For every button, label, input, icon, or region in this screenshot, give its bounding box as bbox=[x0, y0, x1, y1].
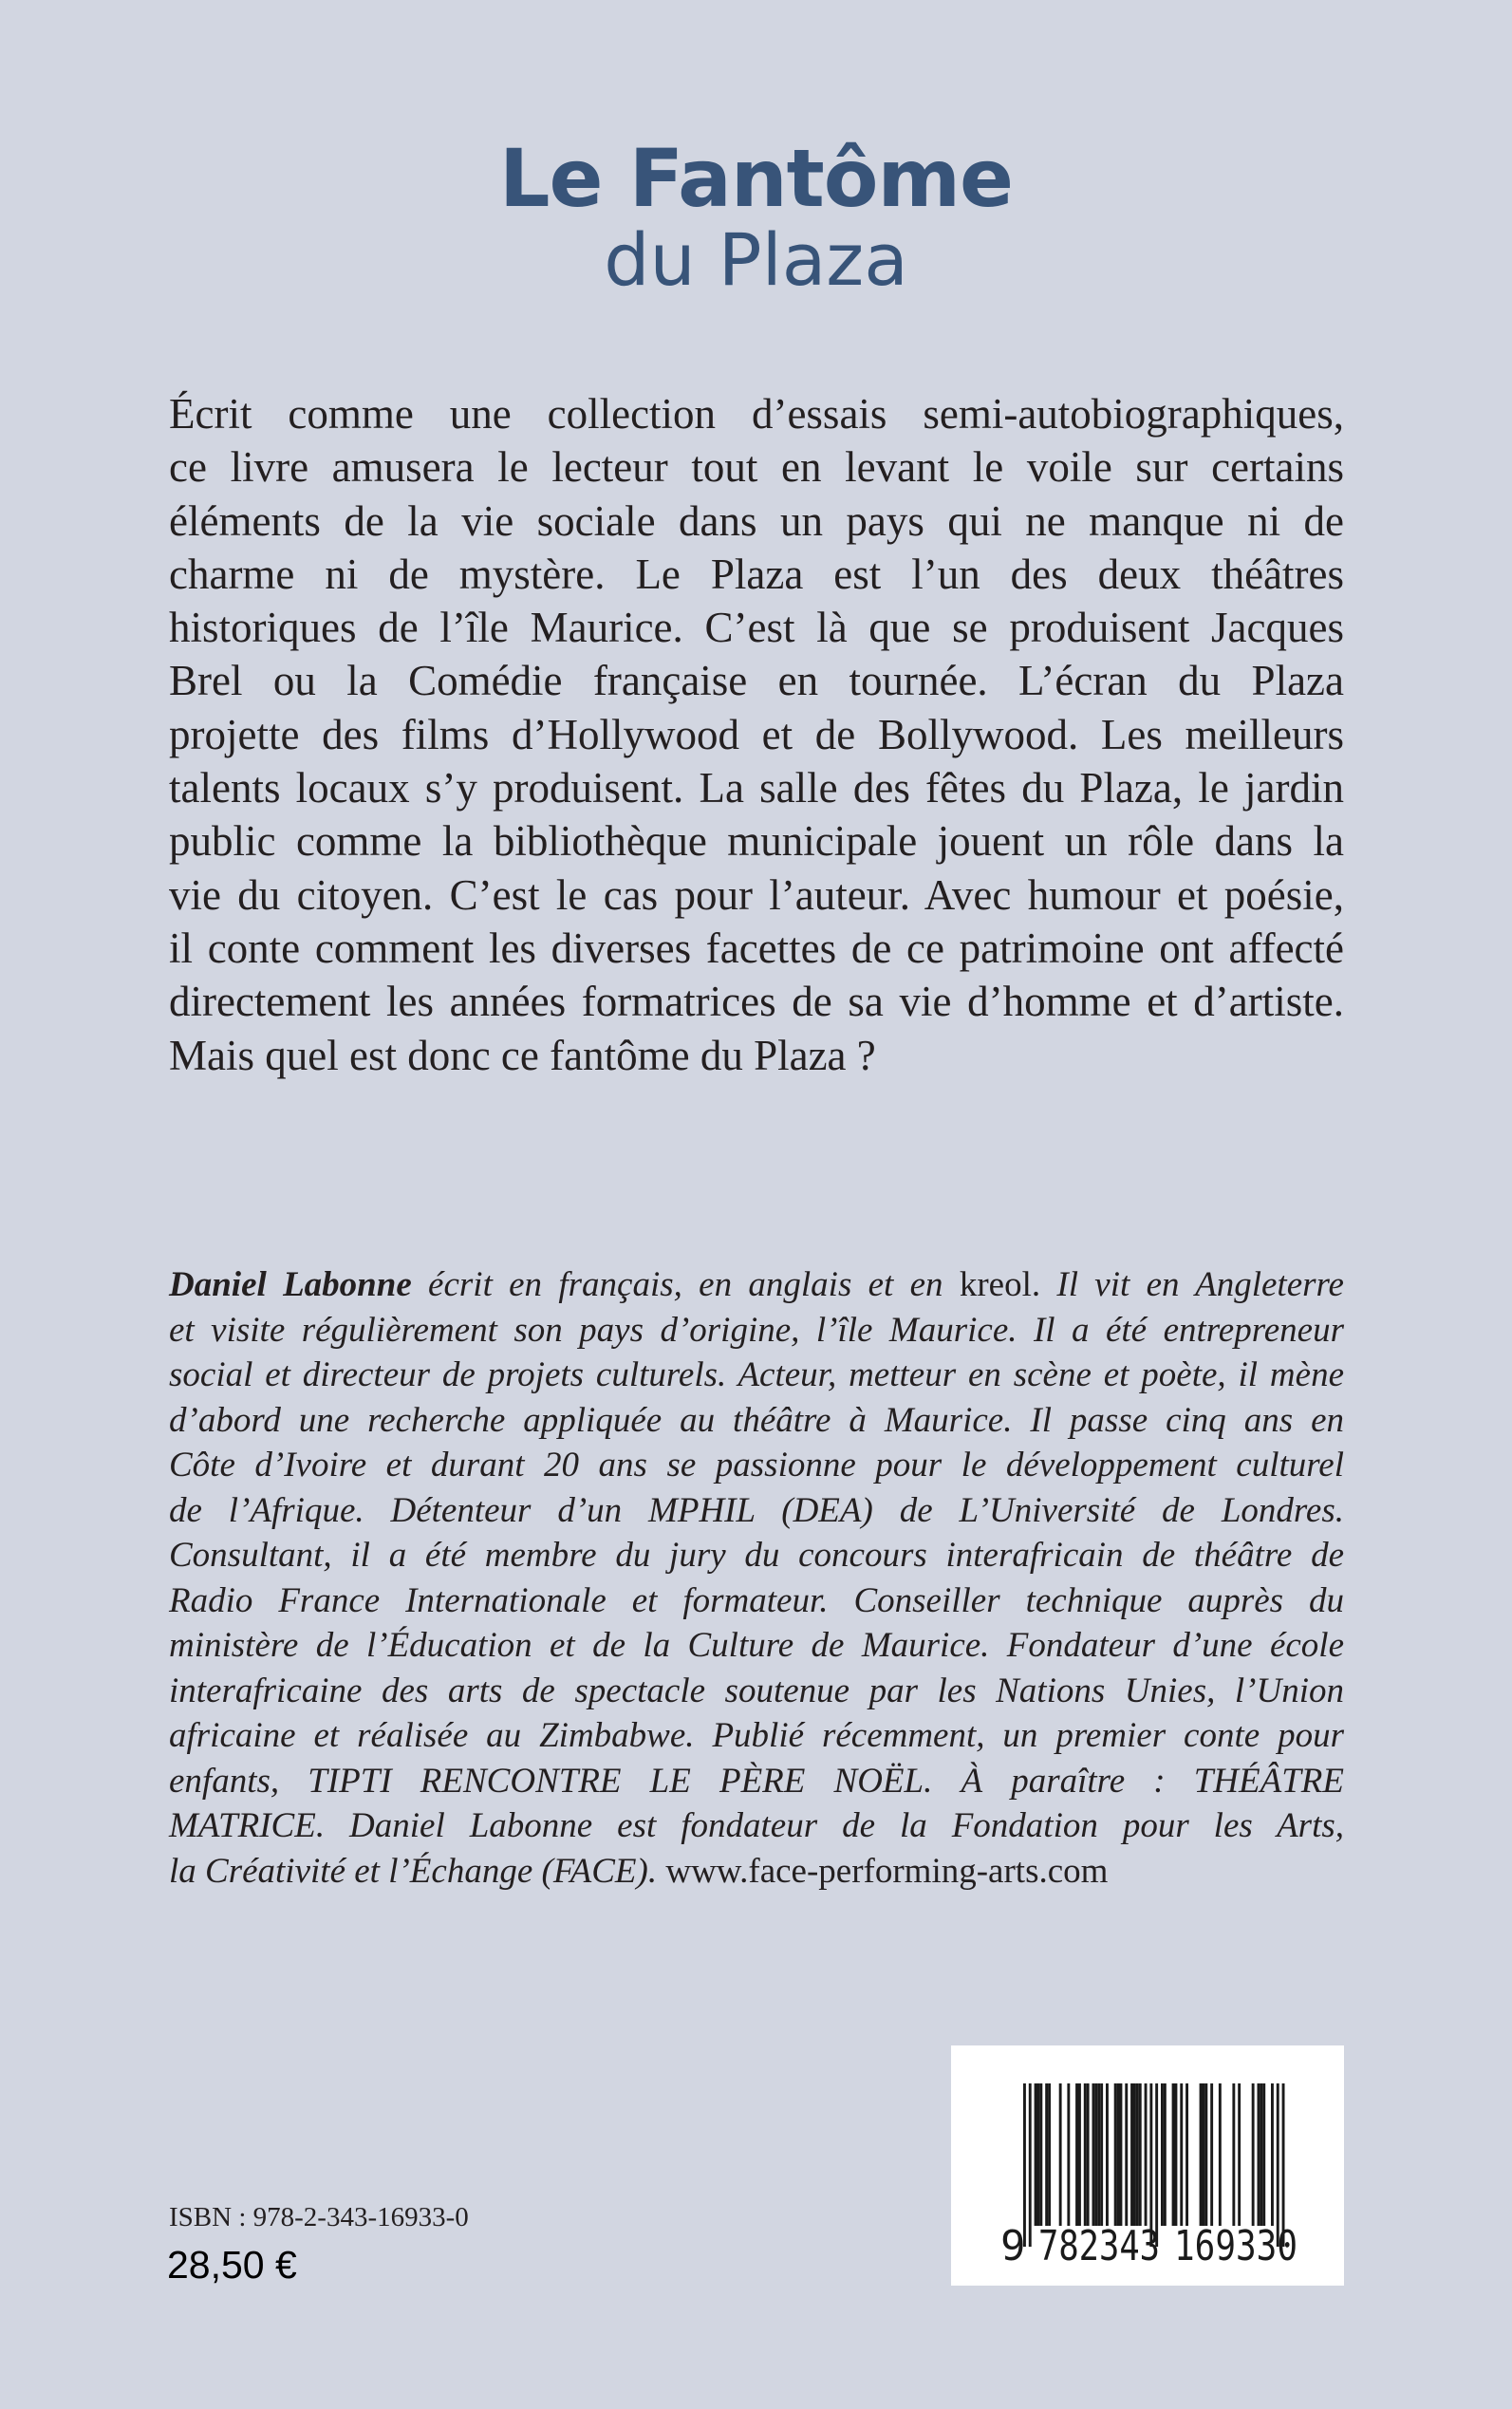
bio-text: la Créativité et l’Échange (FACE). bbox=[169, 1851, 666, 1891]
bio-line: Radio France Internationale et formateur. Conseiller technique auprès du bbox=[169, 1580, 1344, 1620]
blurb-line: projette des films d’Hollywood et de Bollywood. Les meilleurs bbox=[169, 710, 1344, 758]
barcode bbox=[951, 2045, 1344, 2286]
book-title bbox=[0, 131, 1512, 300]
author-name: Daniel Labonne bbox=[169, 1265, 412, 1304]
svg-text:169330: 169330 bbox=[1174, 2222, 1297, 2270]
bio-line: de l’Afrique. Détenteur d’un MPHIL (DEA) de L’Université de Londres. bbox=[169, 1490, 1344, 1530]
bio-line: Consultant, il a été membre du jury du concours interafricain de théâtre de bbox=[169, 1536, 1344, 1575]
bio-text-roman: kreol. bbox=[959, 1265, 1041, 1304]
price: 28,50 € bbox=[167, 2243, 297, 2287]
bio-line: interafricaine des arts de spectacle soutenue par les Nations Unies, l’Union bbox=[169, 1671, 1344, 1710]
blurb-line: vie du citoyen. C’est le cas pour l’auteur. Avec humour et poésie, bbox=[169, 870, 1344, 919]
title-main: Le Fantôme bbox=[498, 132, 1014, 225]
blurb-line: directement les années formatrices de sa vie d’homme et d’artiste. bbox=[169, 978, 1344, 1026]
blurb-line: historiques de l’île Maurice. C’est là que se produisent Jacques bbox=[169, 604, 1344, 652]
bio-line: ministère de l’Éducation et de la Culture de Maurice. Fondateur d’une école bbox=[169, 1626, 1344, 1665]
book-blurb bbox=[169, 387, 1344, 1082]
blurb-line: Écrit comme une collection d’essais semi-autobiographiques, bbox=[169, 390, 1344, 438]
blurb-line: Brel ou la Comédie française en tournée. L’écran du Plaza bbox=[169, 657, 1344, 705]
svg-text:9: 9 bbox=[1000, 2222, 1026, 2270]
author-bio bbox=[169, 1262, 1344, 1894]
bio-line: et visite régulièrement son pays d’origine, l’île Maurice. Il a été entrepreneur bbox=[169, 1310, 1344, 1350]
blurb-line: public comme la bibliothèque municipale jouent un rôle dans la bbox=[169, 817, 1344, 866]
bio-line: africaine et réalisée au Zimbabwe. Publié récemment, un premier conte pour bbox=[169, 1716, 1344, 1755]
bio-line: d’abord une recherche appliquée au théâtre à Maurice. Il passe cinq ans en bbox=[169, 1400, 1344, 1440]
bio-line bbox=[169, 1262, 1344, 1308]
website-link[interactable]: www.face-performing-arts.com bbox=[665, 1851, 1109, 1891]
blurb-line: il conte comment les diverses facettes de ce patrimoine ont affecté bbox=[169, 924, 1344, 972]
bio-text: écrit en français, en anglais et en bbox=[411, 1265, 960, 1304]
barcode-icon bbox=[951, 2045, 1344, 2286]
blurb-line: ce livre amusera le lecteur tout en levant le voile sur certains bbox=[169, 443, 1344, 492]
bio-line: MATRICE. Daniel Labonne est fondateur de la Fondation pour les Arts, bbox=[169, 1806, 1344, 1845]
blurb-line: talents locaux s’y produisent. La salle des fêtes du Plaza, le jardin bbox=[169, 764, 1344, 812]
blurb-line: éléments de la vie sociale dans un pays qui ne manque ni de bbox=[169, 496, 1344, 545]
bio-line: enfants, TIPTI RENCONTRE LE PÈRE NOËL. À paraître : THÉÂTRE bbox=[169, 1761, 1344, 1801]
bio-line: social et directeur de projets culturels. Acteur, metteur en scène et poète, il mène bbox=[169, 1355, 1344, 1394]
blurb-line-last: Mais quel est donc ce fantôme du Plaza ? bbox=[169, 1031, 876, 1079]
bio-line: Côte d’Ivoire et durant 20 ans se passionne pour le développement culturel bbox=[169, 1446, 1344, 1485]
bio-text: Il vit en Angleterre bbox=[1040, 1265, 1344, 1304]
blurb-line: charme ni de mystère. Le Plaza est l’un des deux théâtres bbox=[169, 550, 1344, 598]
bio-line-last bbox=[169, 1849, 1344, 1895]
svg-text:782343: 782343 bbox=[1038, 2222, 1160, 2270]
title-subtitle: du Plaza bbox=[604, 217, 908, 302]
isbn: ISBN : 978-2-343-16933-0 bbox=[169, 2202, 469, 2232]
